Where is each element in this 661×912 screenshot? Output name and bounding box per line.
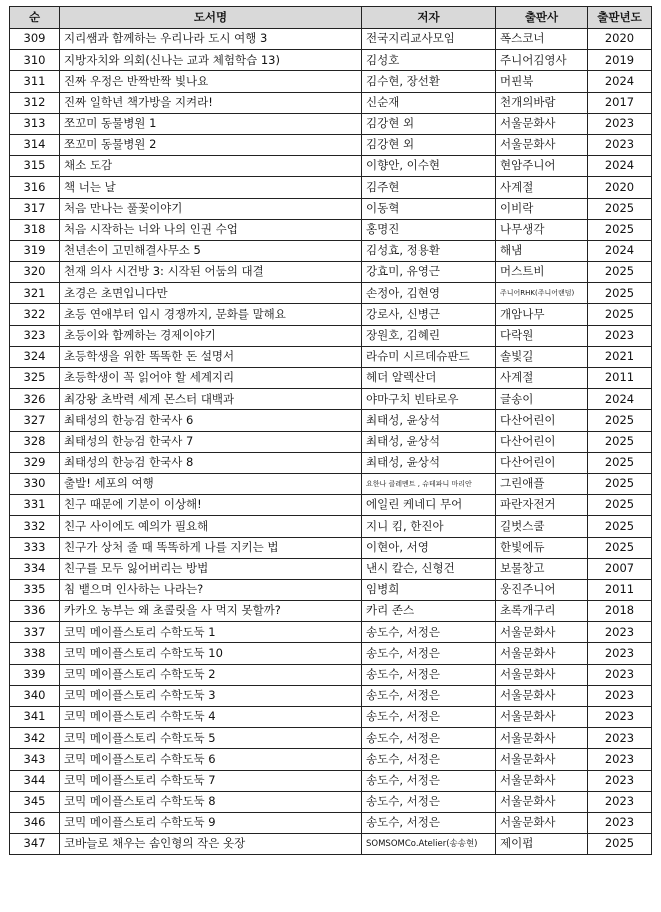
publication-year: 2017 <box>588 92 652 113</box>
book-publisher: 한빛에듀 <box>496 537 588 558</box>
table-row <box>10 664 652 685</box>
publication-year: 2023 <box>588 622 652 643</box>
table-row <box>10 368 652 389</box>
book-author: 송도수, 서정은 <box>362 664 496 685</box>
table-row <box>10 452 652 473</box>
book-publisher: 서울문화사 <box>496 728 588 749</box>
row-number: 327 <box>10 410 60 431</box>
header-author: 저자 <box>362 7 496 29</box>
row-number: 337 <box>10 622 60 643</box>
book-author: 야마구치 빈타로우 <box>362 389 496 410</box>
book-title: 쪼꼬미 동물병원 1 <box>60 113 362 134</box>
row-number: 320 <box>10 262 60 283</box>
book-author: 낸시 칼슨, 신형건 <box>362 558 496 579</box>
book-title: 코믹 메이플스토리 수학도둑 6 <box>60 749 362 770</box>
row-number: 325 <box>10 368 60 389</box>
book-publisher: 머핀북 <box>496 71 588 92</box>
book-publisher: 해냄 <box>496 240 588 261</box>
publication-year: 2023 <box>588 113 652 134</box>
book-publisher: 이비락 <box>496 198 588 219</box>
book-title: 코믹 메이플스토리 수학도둑 3 <box>60 685 362 706</box>
book-author: 송도수, 서정은 <box>362 707 496 728</box>
publication-year: 2011 <box>588 368 652 389</box>
book-title: 초등학생이 꼭 읽어야 할 세계지리 <box>60 368 362 389</box>
row-number: 341 <box>10 707 60 728</box>
header-number: 순 <box>10 7 60 29</box>
book-title: 친구를 모두 잃어버리는 방법 <box>60 558 362 579</box>
table-row <box>10 346 652 367</box>
book-title: 코믹 메이플스토리 수학도둑 8 <box>60 791 362 812</box>
book-publisher: 서울문화사 <box>496 791 588 812</box>
publication-year: 2025 <box>588 198 652 219</box>
publication-year: 2025 <box>588 495 652 516</box>
book-author: 송도수, 서정은 <box>362 812 496 833</box>
book-publisher: 사계절 <box>496 177 588 198</box>
table-row <box>10 156 652 177</box>
publication-year: 2018 <box>588 601 652 622</box>
row-number: 335 <box>10 579 60 600</box>
publication-year: 2021 <box>588 346 652 367</box>
book-publisher: 주니어김영사 <box>496 50 588 71</box>
book-author: 김강현 외 <box>362 113 496 134</box>
row-number: 311 <box>10 71 60 92</box>
book-publisher: 폭스코너 <box>496 29 588 50</box>
book-author: 헤더 알렉산더 <box>362 368 496 389</box>
header-title: 도서명 <box>60 7 362 29</box>
book-publisher: 서울문화사 <box>496 113 588 134</box>
book-title: 초등 연애부터 입시 경쟁까지, 문화를 말해요 <box>60 304 362 325</box>
row-number: 334 <box>10 558 60 579</box>
row-number: 322 <box>10 304 60 325</box>
book-title: 진짜 우정은 반짝반짝 빛나요 <box>60 71 362 92</box>
book-title: 천재 의사 시건방 3: 시작된 어둠의 대결 <box>60 262 362 283</box>
table-row <box>10 50 652 71</box>
table-row <box>10 240 652 261</box>
publication-year: 2023 <box>588 770 652 791</box>
book-publisher: 보물창고 <box>496 558 588 579</box>
book-title: 친구 사이에도 예의가 필요해 <box>60 516 362 537</box>
book-publisher: 머스트비 <box>496 262 588 283</box>
table-row <box>10 389 652 410</box>
book-title: 코바늘로 채우는 솜인형의 작은 옷장 <box>60 834 362 855</box>
table-body <box>10 29 652 855</box>
row-number: 313 <box>10 113 60 134</box>
book-publisher: 다산어린이 <box>496 431 588 452</box>
book-author: 이동혁 <box>362 198 496 219</box>
row-number: 340 <box>10 685 60 706</box>
book-author: 송도수, 서정은 <box>362 685 496 706</box>
book-author: 요한나 클레멘트 , 슈테파니 마리안 <box>362 473 496 494</box>
row-number: 332 <box>10 516 60 537</box>
book-author: 이현아, 서영 <box>362 537 496 558</box>
publication-year: 2020 <box>588 29 652 50</box>
book-author: 홍명진 <box>362 219 496 240</box>
publication-year: 2025 <box>588 537 652 558</box>
book-title: 카카오 농부는 왜 초콜릿을 사 먹지 못할까? <box>60 601 362 622</box>
book-title: 침 뱉으며 인사하는 나라는? <box>60 579 362 600</box>
table-row <box>10 812 652 833</box>
book-author: 최태성, 윤상석 <box>362 410 496 431</box>
book-title: 책 너는 날 <box>60 177 362 198</box>
row-number: 326 <box>10 389 60 410</box>
table-row <box>10 558 652 579</box>
book-publisher: 개암나무 <box>496 304 588 325</box>
table-row <box>10 410 652 431</box>
book-title: 처음 만나는 풀꽃이야기 <box>60 198 362 219</box>
publication-year: 2024 <box>588 240 652 261</box>
publication-year: 2023 <box>588 812 652 833</box>
publication-year: 2023 <box>588 749 652 770</box>
table-row <box>10 304 652 325</box>
publication-year: 2025 <box>588 262 652 283</box>
book-publisher: 다산어린이 <box>496 410 588 431</box>
book-author: 신순재 <box>362 92 496 113</box>
book-author: 에일린 케네디 무어 <box>362 495 496 516</box>
row-number: 315 <box>10 156 60 177</box>
publication-year: 2023 <box>588 728 652 749</box>
row-number: 324 <box>10 346 60 367</box>
row-number: 343 <box>10 749 60 770</box>
book-author: 송도수, 서정은 <box>362 749 496 770</box>
book-author: 송도수, 서정은 <box>362 728 496 749</box>
book-title: 초경은 초면입니다만 <box>60 283 362 304</box>
book-title: 진짜 일학년 책가방을 지켜라! <box>60 92 362 113</box>
book-author: 카리 존스 <box>362 601 496 622</box>
row-number: 336 <box>10 601 60 622</box>
table-row <box>10 579 652 600</box>
row-number: 323 <box>10 325 60 346</box>
book-author: 지니 킴, 한진아 <box>362 516 496 537</box>
table-row <box>10 749 652 770</box>
book-publisher: 다락원 <box>496 325 588 346</box>
table-row <box>10 134 652 155</box>
book-author: 전국지리교사모임 <box>362 29 496 50</box>
book-author: 김수현, 장선환 <box>362 71 496 92</box>
book-title: 처음 시작하는 너와 나의 인권 수업 <box>60 219 362 240</box>
publication-year: 2025 <box>588 834 652 855</box>
book-publisher: 서울문화사 <box>496 749 588 770</box>
row-number: 347 <box>10 834 60 855</box>
row-number: 344 <box>10 770 60 791</box>
publication-year: 2023 <box>588 134 652 155</box>
book-title: 최강왕 초박력 세계 몬스터 대백과 <box>60 389 362 410</box>
row-number: 328 <box>10 431 60 452</box>
book-author: 장원호, 김혜린 <box>362 325 496 346</box>
book-author: 김주현 <box>362 177 496 198</box>
book-publisher: 제이펍 <box>496 834 588 855</box>
book-title: 출발! 세포의 여행 <box>60 473 362 494</box>
book-publisher: 글송이 <box>496 389 588 410</box>
book-title: 코믹 메이플스토리 수학도둑 2 <box>60 664 362 685</box>
book-author: 김강현 외 <box>362 134 496 155</box>
book-publisher: 현암주니어 <box>496 156 588 177</box>
table-row <box>10 219 652 240</box>
book-publisher: 서울문화사 <box>496 812 588 833</box>
book-title: 초등이와 함께하는 경제이야기 <box>60 325 362 346</box>
row-number: 331 <box>10 495 60 516</box>
table-row <box>10 601 652 622</box>
book-publisher: 서울문화사 <box>496 664 588 685</box>
book-title: 최태성의 한능검 한국사 6 <box>60 410 362 431</box>
book-publisher: 서울문화사 <box>496 643 588 664</box>
table-row <box>10 643 652 664</box>
book-author: 송도수, 서정은 <box>362 622 496 643</box>
book-publisher: 웅진주니어 <box>496 579 588 600</box>
header-year: 출판년도 <box>588 7 652 29</box>
book-publisher: 그린애플 <box>496 473 588 494</box>
publication-year: 2007 <box>588 558 652 579</box>
publication-year: 2025 <box>588 304 652 325</box>
book-title: 지방자치와 의회(신나는 교과 체험학습 13) <box>60 50 362 71</box>
book-author: 라슈미 시르데슈판드 <box>362 346 496 367</box>
book-title: 쪼꼬미 동물병원 2 <box>60 134 362 155</box>
book-author: SOMSOMCo.Atelier(송송현) <box>362 834 496 855</box>
book-author: 이향안, 이수현 <box>362 156 496 177</box>
book-author: 임병희 <box>362 579 496 600</box>
book-title: 초등학생을 위한 똑똑한 돈 설명서 <box>60 346 362 367</box>
book-publisher: 서울문화사 <box>496 707 588 728</box>
row-number: 346 <box>10 812 60 833</box>
publication-year: 2025 <box>588 516 652 537</box>
book-list-document <box>9 6 651 855</box>
publication-year: 2025 <box>588 473 652 494</box>
book-author: 최태성, 윤상석 <box>362 452 496 473</box>
book-publisher: 파란자전거 <box>496 495 588 516</box>
book-author: 최태성, 윤상석 <box>362 431 496 452</box>
book-publisher: 솔빛길 <box>496 346 588 367</box>
publication-year: 2023 <box>588 643 652 664</box>
book-author: 송도수, 서정은 <box>362 643 496 664</box>
header-publisher: 출판사 <box>496 7 588 29</box>
table-row <box>10 516 652 537</box>
publication-year: 2024 <box>588 389 652 410</box>
table-row <box>10 113 652 134</box>
book-author: 강효미, 유영근 <box>362 262 496 283</box>
book-publisher: 초록개구리 <box>496 601 588 622</box>
book-title: 코믹 메이플스토리 수학도둑 10 <box>60 643 362 664</box>
book-publisher: 서울문화사 <box>496 770 588 791</box>
book-publisher: 다산어린이 <box>496 452 588 473</box>
table-row <box>10 473 652 494</box>
row-number: 316 <box>10 177 60 198</box>
book-author: 김성효, 정용환 <box>362 240 496 261</box>
publication-year: 2025 <box>588 431 652 452</box>
book-publisher: 서울문화사 <box>496 622 588 643</box>
book-author: 송도수, 서정은 <box>362 770 496 791</box>
publication-year: 2023 <box>588 707 652 728</box>
table-row <box>10 177 652 198</box>
book-title: 최태성의 한능검 한국사 7 <box>60 431 362 452</box>
publication-year: 2019 <box>588 50 652 71</box>
book-title: 코믹 메이플스토리 수학도둑 5 <box>60 728 362 749</box>
book-title: 채소 도감 <box>60 156 362 177</box>
row-number: 309 <box>10 29 60 50</box>
row-number: 330 <box>10 473 60 494</box>
publication-year: 2023 <box>588 685 652 706</box>
publication-year: 2025 <box>588 410 652 431</box>
publication-year: 2025 <box>588 283 652 304</box>
book-publisher: 사계절 <box>496 368 588 389</box>
book-publisher: 주니어RHK(주니어랜덤) <box>496 283 588 304</box>
book-publisher: 천개의바람 <box>496 92 588 113</box>
table-row <box>10 728 652 749</box>
publication-year: 2023 <box>588 664 652 685</box>
book-title: 코믹 메이플스토리 수학도둑 7 <box>60 770 362 791</box>
table-row <box>10 283 652 304</box>
book-publisher: 길벗스쿨 <box>496 516 588 537</box>
book-publisher: 서울문화사 <box>496 685 588 706</box>
book-table <box>9 6 652 855</box>
publication-year: 2024 <box>588 156 652 177</box>
table-row <box>10 325 652 346</box>
publication-year: 2024 <box>588 71 652 92</box>
book-title: 코믹 메이플스토리 수학도둑 9 <box>60 812 362 833</box>
publication-year: 2023 <box>588 325 652 346</box>
book-title: 지리쌤과 함께하는 우리나라 도시 여행 3 <box>60 29 362 50</box>
row-number: 333 <box>10 537 60 558</box>
row-number: 312 <box>10 92 60 113</box>
row-number: 345 <box>10 791 60 812</box>
book-title: 친구 때문에 기분이 이상해! <box>60 495 362 516</box>
book-title: 친구가 상처 줄 때 똑똑하게 나를 지키는 법 <box>60 537 362 558</box>
book-author: 강로사, 신병근 <box>362 304 496 325</box>
table-row <box>10 834 652 855</box>
table-row <box>10 431 652 452</box>
table-row <box>10 71 652 92</box>
publication-year: 2025 <box>588 219 652 240</box>
row-number: 318 <box>10 219 60 240</box>
table-row <box>10 495 652 516</box>
book-title: 최태성의 한능검 한국사 8 <box>60 452 362 473</box>
row-number: 317 <box>10 198 60 219</box>
book-title: 천년손이 고민해결사무소 5 <box>60 240 362 261</box>
book-publisher: 서울문화사 <box>496 134 588 155</box>
table-row <box>10 685 652 706</box>
row-number: 321 <box>10 283 60 304</box>
publication-year: 2020 <box>588 177 652 198</box>
row-number: 338 <box>10 643 60 664</box>
row-number: 342 <box>10 728 60 749</box>
book-title: 코믹 메이플스토리 수학도둑 4 <box>60 707 362 728</box>
publication-year: 2023 <box>588 791 652 812</box>
book-publisher: 나무생각 <box>496 219 588 240</box>
row-number: 319 <box>10 240 60 261</box>
book-title: 코믹 메이플스토리 수학도둑 1 <box>60 622 362 643</box>
publication-year: 2011 <box>588 579 652 600</box>
table-row <box>10 198 652 219</box>
row-number: 314 <box>10 134 60 155</box>
row-number: 339 <box>10 664 60 685</box>
table-row <box>10 92 652 113</box>
publication-year: 2025 <box>588 452 652 473</box>
table-row <box>10 622 652 643</box>
table-row <box>10 791 652 812</box>
book-author: 송도수, 서정은 <box>362 791 496 812</box>
table-row <box>10 537 652 558</box>
row-number: 310 <box>10 50 60 71</box>
table-header-row <box>10 7 652 29</box>
table-row <box>10 29 652 50</box>
table-row <box>10 770 652 791</box>
book-author: 김성호 <box>362 50 496 71</box>
book-author: 손정아, 김현영 <box>362 283 496 304</box>
table-row <box>10 262 652 283</box>
table-row <box>10 707 652 728</box>
row-number: 329 <box>10 452 60 473</box>
